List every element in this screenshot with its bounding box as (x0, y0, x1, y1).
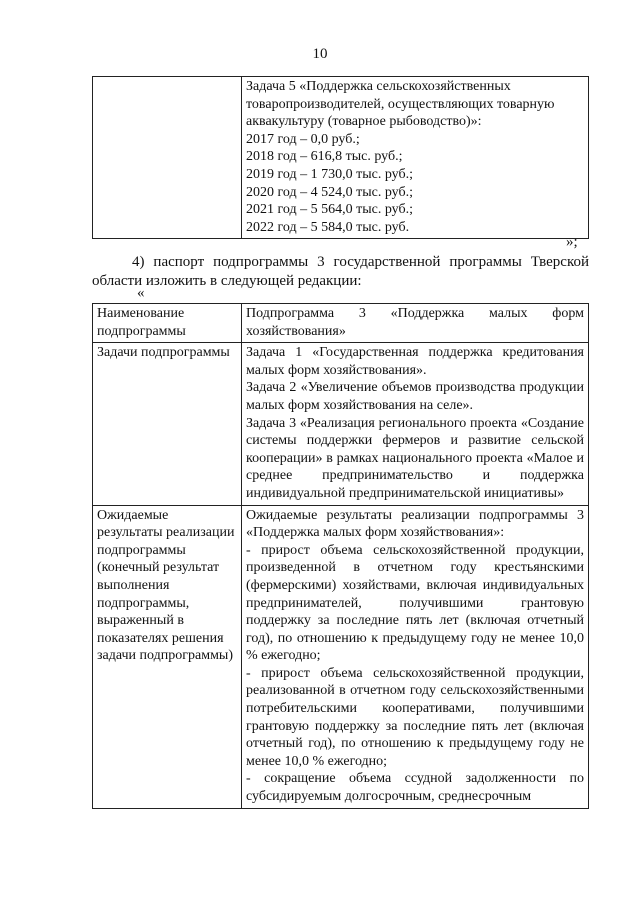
tasks-cell (242, 343, 589, 505)
funding-line: 2018 год – 616,8 тыс. руб.; (246, 149, 403, 165)
row-label: Наименование подпрограммы (93, 304, 242, 343)
task5-line: товаропроизводителей, осуществляющих товарную (246, 96, 555, 112)
opening-quote: « (137, 285, 145, 301)
table-row (93, 304, 589, 343)
row-label: Задачи подпрограммы (93, 343, 242, 505)
table-row (93, 343, 589, 505)
funding-line: 2020 год – 4 524,0 тыс. руб.; (246, 184, 413, 200)
row-value: Подпрограмма 3 «Поддержка малых форм хозяйствования» (242, 304, 589, 343)
continuation-table (92, 76, 589, 239)
closing-quote: »; (566, 234, 578, 250)
amendment-paragraph (92, 253, 589, 291)
page-number: 10 (312, 46, 328, 62)
result-item: - прирост объема сельскохозяйственной продукции, произведенной в отчетном году крестьянскими (фермерскими) хозяйствами, включая индивидуальных предпринимателей, получившими грантовую поддержку за последние пять лет (включая отчетный год), по отношению к предыдущему году не менее 10,0 % ежегодно; (246, 542, 584, 664)
passport-table (92, 303, 589, 809)
row-label: Ожидаемые результаты реализации подпрограммы (конечный результат выполнения подпрограммы, выраженный в показателях решения задачи подпрограммы) (93, 505, 242, 808)
task-item: Задача 2 «Увеличение объемов производства продукции малых форм хозяйствования на селе». (246, 380, 584, 413)
results-cell (242, 505, 589, 808)
funding-line: 2019 год – 1 730,0 тыс. руб.; (246, 166, 413, 182)
result-item: - сокращение объема ссудной задолженности по субсидируемым долгосрочным, среднесрочным (246, 771, 584, 805)
result-item: - прирост объема сельскохозяйственной продукции, реализованной в отчетном году сельскохозяйственными потребительскими кооперативами, получившими грантовую поддержку за последние пять лет (включая отчетный год), по отношению к предыдущему году не менее 10,0 % ежегодно; (246, 665, 584, 769)
funding-line: 2021 год – 5 564,0 тыс. руб.; (246, 202, 413, 218)
task-item: Задача 1 «Государственная поддержка кредитования малых форм хозяйствования». (246, 345, 584, 378)
task-item: Задача 3 «Реализация регионального проекта «Создание системы поддержки фермеров и развитие сельской кооперации» в рамках национального проекта «Малое и среднее предпринимательство и поддержка индивидуальной предпринимательской инициативы» (246, 415, 584, 501)
task5-line: аквакультуру (товарное рыбоводство)»: (246, 114, 482, 130)
funding-line: 2022 год – 5 584,0 тыс. руб. (246, 219, 410, 235)
funding-line: 2017 год – 0,0 руб.; (246, 131, 360, 147)
task5-cell (242, 77, 589, 239)
empty-label-cell (93, 77, 242, 239)
table-row (93, 505, 589, 808)
paragraph-line: 4) паспорт подпрограммы 3 государственной программы Тверской (132, 254, 589, 270)
task5-line: Задача 5 «Поддержка сельскохозяйственных (246, 79, 511, 94)
results-intro: Ожидаемые результаты реализации подпрограммы 3 «Поддержка малых форм хозяйствования»: (246, 507, 584, 541)
paragraph-line: области изложить в следующей редакции: (92, 273, 362, 289)
